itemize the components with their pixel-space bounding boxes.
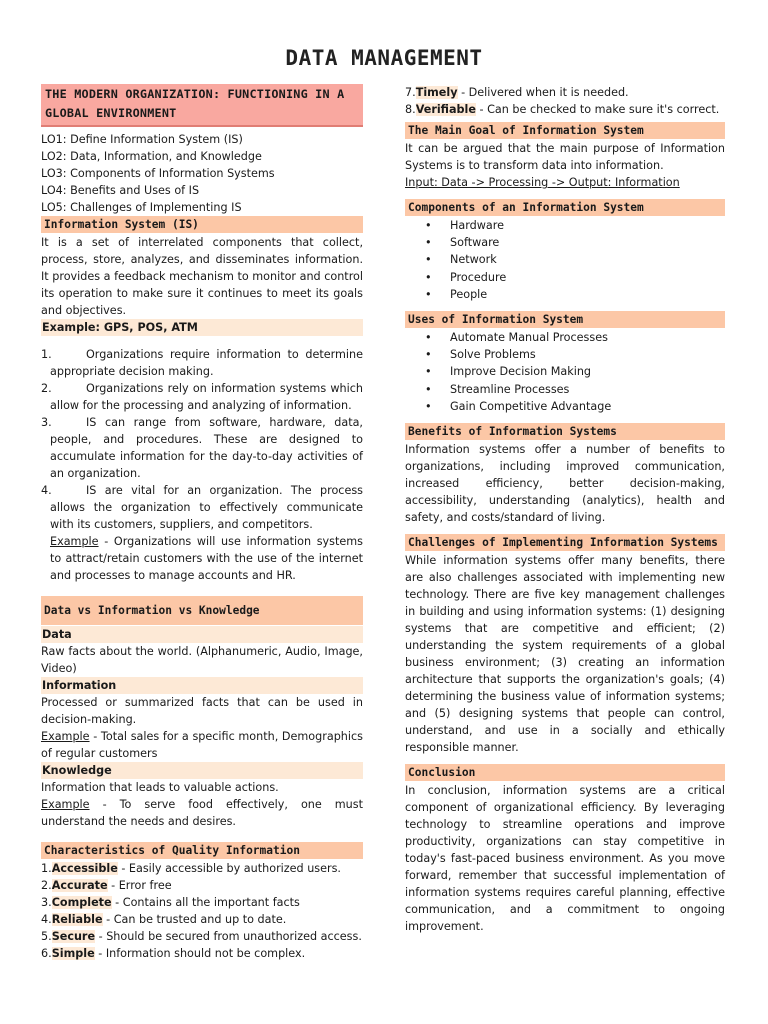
data-text: Raw facts about the world. (Alphanumeric, Audio, Image, Video) [41,645,363,675]
list-item: • Solve Problems [425,346,725,363]
main-goal-flow [405,174,725,191]
characteristic-desc: - Error free [107,879,172,892]
is-example: Example: GPS, POS, ATM [41,319,363,336]
characteristic-item [41,928,363,945]
characteristic-desc: - Should be secured from unauthorized access. [95,930,362,943]
item-number: 4. [41,484,52,497]
components-header: Components of an Information System [405,199,725,216]
challenges-header: Challenges of Implementing Information Systems [405,534,725,551]
lo-item: LO4: Benefits and Uses of IS [41,184,200,197]
example-text: - Organizations will use information systems to attract/retain customers with the use of the internet and processes to manage accounts and HR. [50,535,363,582]
information-example [41,728,363,762]
characteristic-item [405,101,725,118]
list-item: • Gain Competitive Advantage [425,398,725,415]
characteristic-term: Secure [51,930,96,943]
uses-header: Uses of Information System [405,311,725,328]
main-section-header: THE MODERN ORGANIZATION: FUNCTIONING IN A GLOBAL ENVIRONMENT [41,84,363,127]
characteristic-desc: - Contains all the important facts [111,896,300,909]
characteristics-list [41,860,363,962]
item-number: 5. [41,930,52,943]
example-text: - Total sales for a specific month, Demographics of regular customers [41,730,363,760]
characteristic-item [41,894,363,911]
lo-item: LO2: Data, Information, and Knowledge [41,150,262,163]
right-column [405,84,725,935]
list-item: • Procedure [425,269,725,286]
list-item: • Automate Manual Processes [425,329,725,346]
knowledge-text: Information that leads to valuable actions. [41,781,279,794]
example-label: Example [41,798,90,811]
list-item: • Improve Decision Making [425,363,725,380]
conclusion-header: Conclusion [405,764,725,781]
is-numbered-list [41,346,363,533]
characteristic-desc: - Can be checked to make sure it's correct. [475,103,720,116]
example-text: - To serve food effectively, one must understand the needs and desires. [41,798,363,828]
example-label: Example [50,535,99,548]
characteristic-item [41,945,363,962]
knowledge-label: Knowledge [41,762,363,779]
flow-text: Input: Data -> Processing -> Output: Information [405,176,680,189]
item-text: Organizations rely on information systems which allow for the processing and analyzing of information. [50,382,363,412]
benefits-text: Information systems offer a number of benefits to organizations, including improved communication, increased efficiency, better decision-making, accessibility, understanding (analytics), health and safety, and costs/standard of living. [405,443,725,525]
data-label: Data [41,626,363,643]
components-list [405,217,725,303]
list-item: • People [425,286,725,303]
lo-item: LO1: Define Information System (IS) [41,133,243,146]
benefits-header: Benefits of Information Systems [405,423,725,440]
characteristic-item [405,84,725,101]
conclusion-text: In conclusion, information systems are a critical component of organizational efficiency. By leveraging technology to streamline operations and improve productivity, organizations can stay competitive in today's fast-paced business environment. As you move forward, remember that successful implementation of information systems requires careful planning, effective communication, and a commitment to ongoing improvement. [405,784,725,934]
item-text: IS are vital for an organization. The process allows the organization to effectively communicate with its customers, suppliers, and competitors. [50,484,363,531]
characteristic-desc: - Easily accessible by authorized users. [117,862,341,875]
item-number: 1. [41,862,52,875]
learning-objectives [41,131,363,216]
characteristic-item [41,877,363,894]
list-item [41,482,363,533]
item-number: 2. [41,879,52,892]
characteristic-term: Accessible [51,862,118,875]
dik-header: Data vs Information vs Knowledge [41,596,363,625]
list-item: • Network [425,251,725,268]
characteristic-term: Reliable [51,913,103,926]
characteristics-list-continued [405,84,725,118]
characteristic-term: Complete [51,896,112,909]
list-item [41,414,363,482]
lo-item: LO5: Challenges of Implementing IS [41,201,242,214]
main-goal-text: It can be argued that the main purpose of Information Systems is to transform data into information. [405,142,725,172]
item-text: IS can range from software, hardware, data, people, and procedures. These are designed to accumulate information for the day-to-day activities of an organization. [50,416,363,480]
item-number: 1. [41,348,52,361]
item-number: 3. [41,896,52,909]
characteristic-item [41,860,363,877]
item-number: 8. [405,103,416,116]
information-label: Information [41,677,363,694]
characteristic-term: Accurate [51,879,108,892]
uses-list [405,329,725,415]
list-item: • Streamline Processes [425,381,725,398]
characteristics-header: Characteristics of Quality Information [41,842,363,859]
list-item [41,380,363,414]
characteristic-desc: - Can be trusted and up to date. [102,913,287,926]
is-definition: It is a set of interrelated components that collect, process, store, analyzes, and disseminates information. It provides a feedback mechanism to monitor and control its operation to make sure it continues to meet its goals and objectives. [41,236,363,317]
characteristic-term: Timely [415,86,458,99]
main-goal-header: The Main Goal of Information System [405,122,725,139]
challenges-text: While information systems offer many benefits, there are also challenges associated with implementing new technology. There are five key management challenges in building and using information systems: (1) designing systems that are competitive and efficient; (2) understanding the system requirements of a global business environment; (3) creating an information architecture that supports the organization's goals; (4) determining the business value of information systems; and (5) designing systems that people can control, understand, and use in a socially and ethically responsible manner. [405,554,725,755]
item-number: 6. [41,947,52,960]
item-text: Organizations require information to determine appropriate decision making. [50,348,363,378]
knowledge-example [41,796,363,830]
item-number: 4. [41,913,52,926]
page-title: DATA MANAGEMENT [285,46,483,70]
characteristic-desc: - Information should not be complex. [94,947,306,960]
list-item: • Hardware [425,217,725,234]
characteristic-term: Simple [51,947,95,960]
characteristic-desc: - Delivered when it is needed. [457,86,629,99]
is-header: Information System (IS) [41,216,363,233]
item-number: 2. [41,382,52,395]
numbered-example [41,533,363,584]
item-number: 3. [41,416,52,429]
left-column [41,84,363,962]
information-text: Processed or summarized facts that can be used in decision-making. [41,696,363,726]
list-item: • Software [425,234,725,251]
lo-item: LO3: Components of Information Systems [41,167,275,180]
list-item [41,346,363,380]
example-label: Example [41,730,90,743]
characteristic-term: Verifiable [415,103,476,116]
item-number: 7. [405,86,416,99]
characteristic-item [41,911,363,928]
